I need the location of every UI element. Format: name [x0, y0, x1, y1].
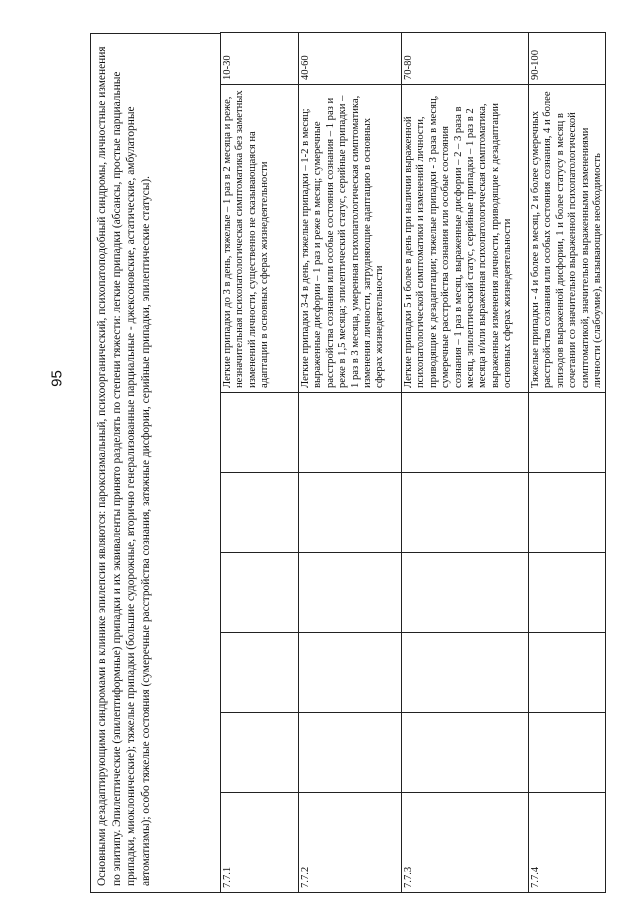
empty-cell [529, 553, 606, 633]
page-number: 95 [48, 370, 66, 387]
empty-cell [402, 393, 529, 473]
row-description: Легкие припадки до 3 в день, тяжелые – 1 раз в 2 месяца и реже, незначительная психопатологическая симптоматика без заметных изменений личности, существенно не сказывающаяся на адаптации в основных сферах жизнедеятельности [221, 85, 299, 393]
intro-paragraph: Основными дезадаптирующими синдромами в клинике эпилепсии являются: пароксизмальный, психоорганический, психопатоподобный синдромы, личностные изменения по эпитипу. Эпилептические (эпилептиформные) припадки и их эквиваленты принято разделять по степени тяжести: легкие припадки (абсансы, простые парциальные припадки, миоклонические); тяжелые припадки (большие судорожные, вторично генерализованные парциальные - джексоновские, астатические, амбулаторные автоматизмы); особо тяжелые состояния (сумеречные расстройства сознания, затяжные дисфории, серийные припадки, эпилептические статусы). [90, 33, 220, 893]
table-row [299, 33, 402, 893]
empty-cell [529, 713, 606, 793]
row-code: 7.7.3 [402, 793, 529, 893]
empty-cell [402, 553, 529, 633]
empty-cell [221, 393, 299, 473]
row-description: Легкие припадки 5 и более в день при наличии выраженной психопатологической симптоматики и изменений личности, приводящие к дезадаптации; тяжелые припадки - 3 раза в месяц, сумеречные расстройства сознания или особые состояния сознания – 1 раз в месяц, выраженные дисфории – 2 – 3 раза в месяц, эпилептический статус, серийные припадки – 1 раз в 2 месяца и/или выраженная психопатологическая симптоматика, выраженные изменения личности, приводящие к дезадаптации основных сферах жизнедеятельности [402, 85, 529, 393]
table-row [221, 33, 299, 893]
row-code: 7.7.1 [221, 793, 299, 893]
row-code: 7.7.4 [529, 793, 606, 893]
empty-cell [221, 713, 299, 793]
rotated-content [90, 33, 602, 893]
empty-cell [221, 473, 299, 553]
empty-cell [221, 633, 299, 713]
empty-cell [299, 393, 402, 473]
row-percent: 70-80 [402, 33, 529, 85]
table-row [529, 33, 606, 893]
table-row [402, 33, 529, 893]
empty-cell [299, 473, 402, 553]
empty-cell [402, 473, 529, 553]
row-description: Легкие припадки 3-4 в день, тяжелые припадки – 1-2 в месяц; выраженные дисфории – 1 раз и реже в месяц; сумеречные расстройства сознания или особые состояния сознания – 1 раз и реже в 1,5 месяца; эпилептический статус, серийные припадки – 1 раз в 3 месяца, умеренная психопатологическая симптоматика, изменения личности, затрудняющие адаптацию в основных сферах жизнедеятельности [299, 85, 402, 393]
empty-cell [402, 633, 529, 713]
empty-cell [529, 633, 606, 713]
empty-cell [529, 393, 606, 473]
empty-cell [221, 553, 299, 633]
row-percent: 10-30 [221, 33, 299, 85]
row-code: 7.7.2 [299, 793, 402, 893]
disability-criteria-table [220, 32, 606, 893]
row-description: Тяжелые припадки - 4 и более в месяц, 2 и более сумеречных расстройства сознания или особых состояния сознания, 4 и более эпизодов выраженной дисфории, 1 и более статусу в месяц в сочетании со значительно выраженной психопатологической симптоматикой, значительно выраженными изменениями личности (слабоумие), вызывающие необходимость [529, 85, 606, 393]
row-percent: 40-60 [299, 33, 402, 85]
empty-cell [299, 713, 402, 793]
empty-cell [299, 553, 402, 633]
empty-cell [529, 473, 606, 553]
empty-cell [299, 633, 402, 713]
row-percent: 90-100 [529, 33, 606, 85]
empty-cell [402, 713, 529, 793]
